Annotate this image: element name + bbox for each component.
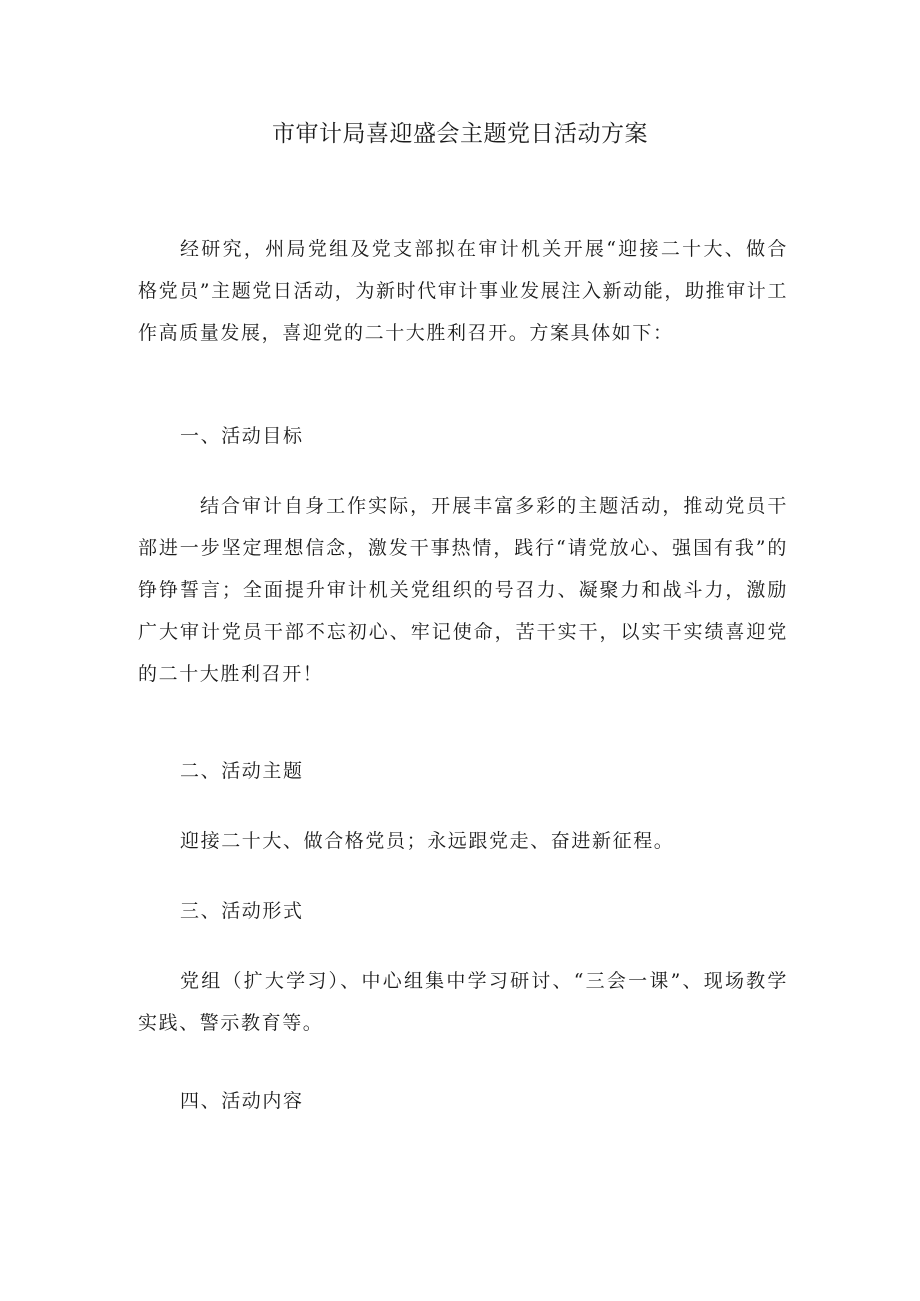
section-body-goals: 结合审计自身工作实际，开展丰富多彩的主题活动，推动党员干部进一步坚定理想信念，激发干事热情，践行“请党放心、强国有我”的铮铮誓言；全面提升审计机关党组织的号召力、凝聚力和战斗力，激励广大审计党员干部不忘初心、牢记使命，苦干实干，以实干实绩喜迎党的二十大胜利召开！: [138, 495, 788, 685]
section-heading-form: 三、活动形式: [180, 900, 304, 922]
section-heading-goals: 一、活动目标: [180, 425, 304, 447]
intro-paragraph: 经研究，州局党组及党支部拟在审计机关开展“迎接二十大、做合格党员”主题党日活动，为新时代审计事业发展注入新动能，助推审计工作高质量发展，喜迎党的二十大胜利召开。方案具体如下：: [138, 238, 788, 344]
section-heading-content: 四、活动内容: [180, 1090, 304, 1112]
section-body-form: 党组（扩大学习）、中心组集中学习研讨、“三会一课”、现场教学实践、警示教育等。: [138, 970, 788, 1034]
section-heading-theme: 二、活动主题: [180, 760, 304, 782]
section-body-theme: 迎接二十大、做合格党员；永远跟党走、奋进新征程。: [180, 830, 675, 852]
document-title: 市审计局喜迎盛会主题党日活动方案: [272, 121, 648, 147]
